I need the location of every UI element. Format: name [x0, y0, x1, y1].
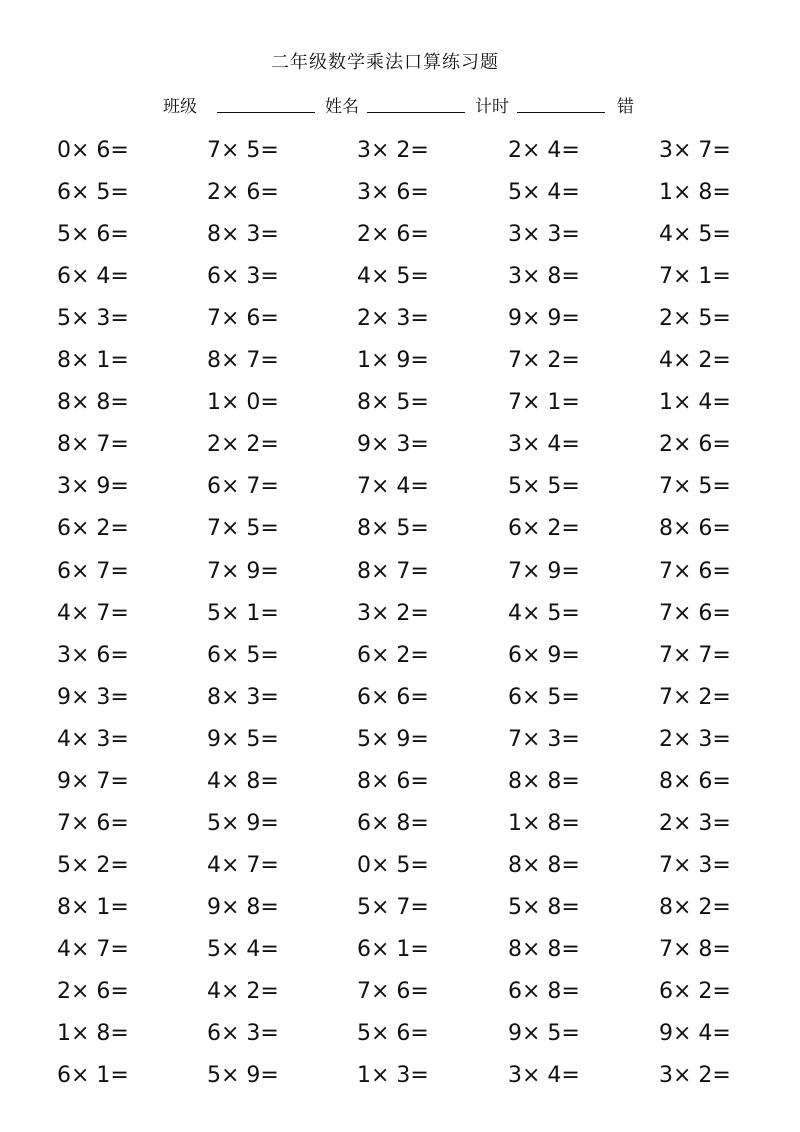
- problem-item: 3× 6=: [357, 180, 429, 205]
- problem-item: 4× 7=: [207, 853, 279, 878]
- problem-item: 8× 8=: [508, 937, 580, 962]
- problem-item: 7× 6=: [659, 601, 731, 626]
- problem-item: 5× 1=: [207, 601, 279, 626]
- problem-row: [0, 1061, 800, 1091]
- problem-item: 8× 7=: [57, 432, 129, 457]
- problem-item: 5× 4=: [508, 180, 580, 205]
- problem-item: 8× 5=: [357, 390, 429, 415]
- problem-item: 7× 5=: [659, 474, 731, 499]
- problem-item: 7× 9=: [508, 559, 580, 584]
- time-label: 计时: [475, 97, 509, 117]
- problem-row: [0, 935, 800, 965]
- problem-row: [0, 977, 800, 1007]
- problem-item: 8× 5=: [357, 516, 429, 541]
- problem-row: [0, 557, 800, 587]
- problem-item: 6× 3=: [207, 264, 279, 289]
- problem-item: 7× 2=: [659, 685, 731, 710]
- problem-item: 1× 8=: [508, 811, 580, 836]
- problem-item: 3× 6=: [57, 643, 129, 668]
- problem-item: 7× 6=: [57, 811, 129, 836]
- problem-item: 4× 7=: [57, 937, 129, 962]
- problem-item: 8× 3=: [207, 685, 279, 710]
- problem-item: 7× 9=: [207, 559, 279, 584]
- problem-item: 6× 2=: [57, 516, 129, 541]
- problem-item: 3× 2=: [357, 138, 429, 163]
- problem-item: 3× 4=: [508, 432, 580, 457]
- problem-item: 2× 5=: [659, 306, 731, 331]
- problem-item: 9× 5=: [508, 1021, 580, 1046]
- problem-item: 5× 8=: [508, 895, 580, 920]
- problem-item: 5× 6=: [57, 222, 129, 247]
- problem-item: 5× 9=: [207, 1063, 279, 1088]
- problem-item: 6× 8=: [357, 811, 429, 836]
- problem-item: 3× 4=: [508, 1063, 580, 1088]
- problem-item: 6× 4=: [57, 264, 129, 289]
- problem-item: 8× 1=: [57, 348, 129, 373]
- problem-row: [0, 304, 800, 334]
- problem-item: 6× 2=: [357, 643, 429, 668]
- problem-item: 5× 7=: [357, 895, 429, 920]
- problem-item: 1× 8=: [659, 180, 731, 205]
- problem-row: [0, 514, 800, 544]
- problem-item: 3× 9=: [57, 474, 129, 499]
- problem-item: 1× 0=: [207, 390, 279, 415]
- problem-item: 9× 4=: [659, 1021, 731, 1046]
- problem-item: 8× 1=: [57, 895, 129, 920]
- problem-item: 5× 6=: [357, 1021, 429, 1046]
- problem-item: 9× 9=: [508, 306, 580, 331]
- problem-row: [0, 346, 800, 376]
- problem-row: [0, 220, 800, 250]
- problem-item: 6× 7=: [207, 474, 279, 499]
- problem-item: 6× 7=: [57, 559, 129, 584]
- problem-item: 4× 3=: [57, 727, 129, 752]
- problem-item: 8× 8=: [508, 853, 580, 878]
- problem-item: 5× 3=: [57, 306, 129, 331]
- problem-item: 9× 3=: [57, 685, 129, 710]
- problem-item: 6× 1=: [57, 1063, 129, 1088]
- problem-item: 7× 3=: [508, 727, 580, 752]
- problem-item: 7× 8=: [659, 937, 731, 962]
- problem-item: 6× 1=: [357, 937, 429, 962]
- problem-item: 7× 7=: [659, 643, 731, 668]
- problem-item: 7× 2=: [508, 348, 580, 373]
- problem-item: 3× 8=: [508, 264, 580, 289]
- problem-item: 3× 7=: [659, 138, 731, 163]
- problem-item: 5× 5=: [508, 474, 580, 499]
- problem-row: [0, 641, 800, 671]
- problem-row: [0, 472, 800, 502]
- problem-item: 8× 8=: [57, 390, 129, 415]
- problem-row: [0, 178, 800, 208]
- problem-item: 9× 5=: [207, 727, 279, 752]
- problem-item: 2× 6=: [357, 222, 429, 247]
- problem-item: 3× 2=: [357, 601, 429, 626]
- problem-item: 6× 2=: [659, 979, 731, 1004]
- problem-item: 7× 5=: [207, 138, 279, 163]
- problem-item: 1× 8=: [57, 1021, 129, 1046]
- problem-item: 1× 3=: [357, 1063, 429, 1088]
- problem-item: 5× 2=: [57, 853, 129, 878]
- page-title: 二年级数学乘法口算练习题: [271, 52, 499, 73]
- problem-item: 3× 2=: [659, 1063, 731, 1088]
- problem-row: [0, 1019, 800, 1049]
- class-label: 班级: [163, 97, 197, 117]
- problem-item: 7× 3=: [659, 853, 731, 878]
- problem-item: 7× 6=: [207, 306, 279, 331]
- problem-item: 7× 1=: [508, 390, 580, 415]
- problem-item: 6× 5=: [207, 643, 279, 668]
- problem-item: 4× 5=: [508, 601, 580, 626]
- problem-item: 7× 4=: [357, 474, 429, 499]
- problem-item: 4× 2=: [659, 348, 731, 373]
- problem-item: 6× 9=: [508, 643, 580, 668]
- problem-item: 7× 1=: [659, 264, 731, 289]
- problem-row: [0, 599, 800, 629]
- problem-item: 6× 3=: [207, 1021, 279, 1046]
- problem-item: 2× 3=: [659, 727, 731, 752]
- problem-item: 6× 5=: [57, 180, 129, 205]
- problem-item: 2× 6=: [659, 432, 731, 457]
- problem-item: 9× 3=: [357, 432, 429, 457]
- wrong-label: 错: [617, 97, 634, 117]
- problem-row: [0, 262, 800, 292]
- problem-row: [0, 767, 800, 797]
- problem-row: [0, 809, 800, 839]
- problem-item: 8× 6=: [357, 769, 429, 794]
- problem-row: [0, 893, 800, 923]
- problem-item: 9× 7=: [57, 769, 129, 794]
- problem-item: 8× 6=: [659, 769, 731, 794]
- problem-item: 4× 5=: [659, 222, 731, 247]
- problem-item: 4× 2=: [207, 979, 279, 1004]
- problem-item: 7× 6=: [357, 979, 429, 1004]
- problem-item: 2× 2=: [207, 432, 279, 457]
- problem-item: 5× 9=: [207, 811, 279, 836]
- problem-item: 7× 6=: [659, 559, 731, 584]
- name-label: 姓名: [325, 97, 359, 117]
- problem-row: [0, 683, 800, 713]
- problem-item: 8× 2=: [659, 895, 731, 920]
- problem-row: [0, 388, 800, 418]
- problem-item: 5× 4=: [207, 937, 279, 962]
- problem-item: 6× 5=: [508, 685, 580, 710]
- problem-item: 6× 2=: [508, 516, 580, 541]
- problem-item: 2× 6=: [207, 180, 279, 205]
- problem-item: 0× 5=: [357, 853, 429, 878]
- problem-item: 0× 6=: [57, 138, 129, 163]
- problem-item: 8× 3=: [207, 222, 279, 247]
- problem-item: 5× 9=: [357, 727, 429, 752]
- problem-row: [0, 851, 800, 881]
- problem-item: 2× 6=: [57, 979, 129, 1004]
- problem-item: 8× 6=: [659, 516, 731, 541]
- problem-item: 2× 4=: [508, 138, 580, 163]
- problem-item: 8× 7=: [357, 559, 429, 584]
- problem-item: 2× 3=: [659, 811, 731, 836]
- problem-item: 9× 8=: [207, 895, 279, 920]
- problem-item: 4× 7=: [57, 601, 129, 626]
- problem-item: 4× 5=: [357, 264, 429, 289]
- problem-item: 1× 9=: [357, 348, 429, 373]
- problem-row: [0, 430, 800, 460]
- problem-item: 1× 4=: [659, 390, 731, 415]
- problem-item: 3× 3=: [508, 222, 580, 247]
- problem-item: 8× 8=: [508, 769, 580, 794]
- problem-row: [0, 136, 800, 166]
- problem-item: 6× 8=: [508, 979, 580, 1004]
- problem-item: 8× 7=: [207, 348, 279, 373]
- problem-item: 7× 5=: [207, 516, 279, 541]
- problem-item: 2× 3=: [357, 306, 429, 331]
- problem-row: [0, 725, 800, 755]
- problem-item: 6× 6=: [357, 685, 429, 710]
- problem-item: 4× 8=: [207, 769, 279, 794]
